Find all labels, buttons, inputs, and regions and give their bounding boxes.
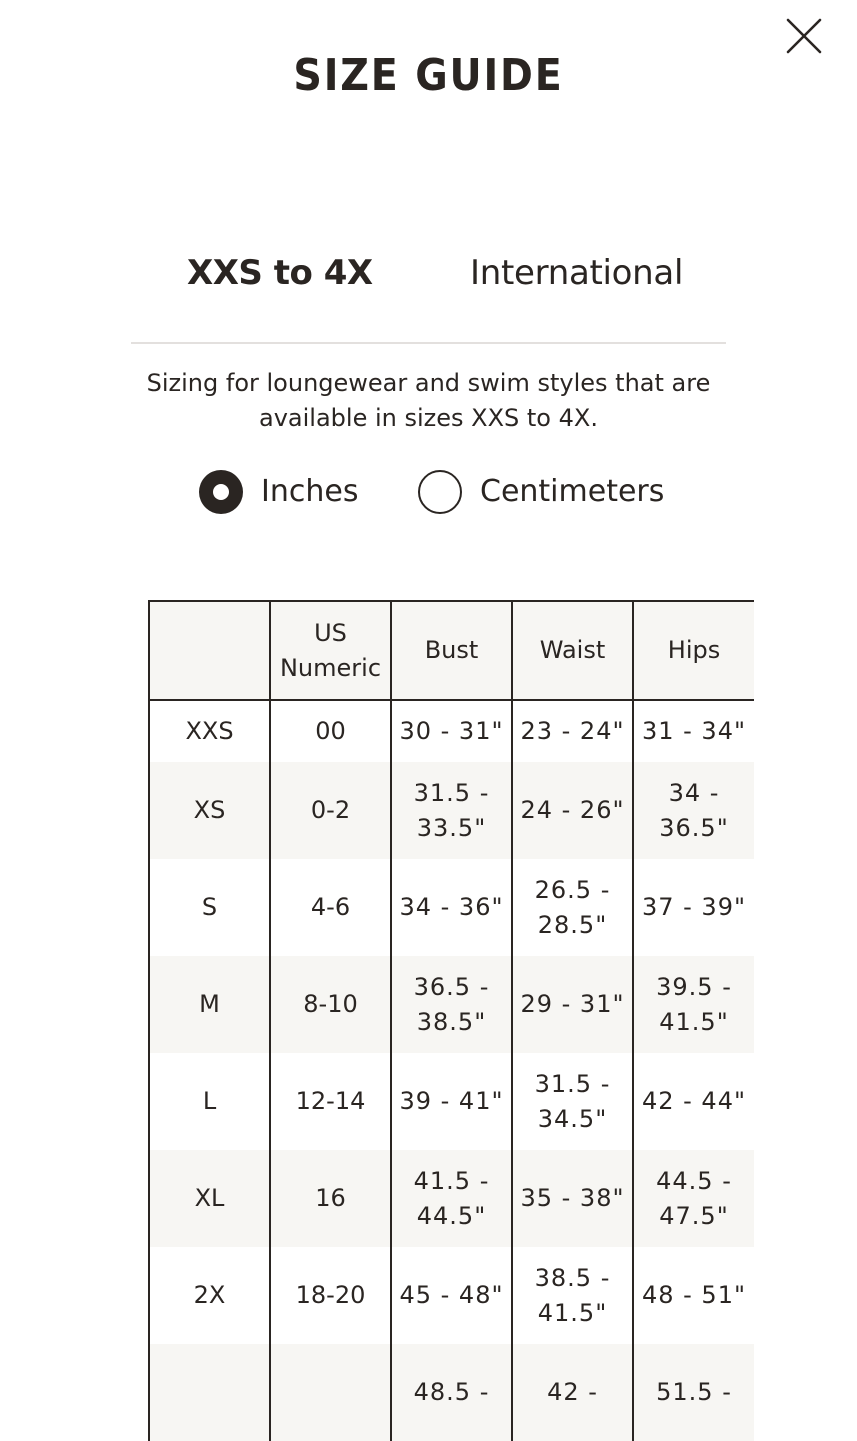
cell-size: M [149, 956, 270, 1053]
unit-label-inches: Inches [261, 474, 359, 509]
cell-us-numeric: 12-14 [270, 1053, 391, 1150]
table-row [149, 1150, 754, 1247]
cell-us-numeric: 4-6 [270, 859, 391, 956]
cell-hips: 34 - 36.5" [633, 762, 754, 859]
cell-waist: 35 - 38" [512, 1150, 633, 1247]
size-table-container [148, 600, 752, 1406]
cell-waist: 38.5 - 41.5" [512, 1247, 633, 1344]
size-guide-description: Sizing for loungewear and swim styles that are available in sizes XXS to 4X. [146, 369, 711, 432]
unit-label-centimeters: Centimeters [480, 474, 665, 509]
cell-us-numeric: 8-10 [270, 956, 391, 1053]
header-us-numeric: US Numeric [270, 601, 391, 700]
cell-size: XL [149, 1150, 270, 1247]
cell-size: XS [149, 762, 270, 859]
cell-waist: 31.5 - 34.5" [512, 1053, 633, 1150]
cell-hips: 51.5 - [633, 1344, 754, 1441]
cell-bust: 45 - 48" [391, 1247, 512, 1344]
cell-hips: 39.5 - 41.5" [633, 956, 754, 1053]
header-waist: Waist [512, 601, 633, 700]
table-row [149, 700, 754, 762]
cell-hips: 31 - 34" [633, 700, 754, 762]
cell-hips: 48 - 51" [633, 1247, 754, 1344]
cell-size: S [149, 859, 270, 956]
radio-unselected-icon[interactable] [418, 470, 462, 514]
page-title: SIZE GUIDE [293, 50, 564, 101]
cell-waist: 29 - 31" [512, 956, 633, 1053]
table-row [149, 1053, 754, 1150]
table-row [149, 1344, 754, 1441]
cell-waist: 24 - 26" [512, 762, 633, 859]
cell-bust: 36.5 - 38.5" [391, 956, 512, 1053]
cell-waist: 42 - [512, 1344, 633, 1441]
cell-bust: 30 - 31" [391, 700, 512, 762]
header-size [149, 601, 270, 700]
cell-size [149, 1344, 270, 1441]
cell-bust: 48.5 - [391, 1344, 512, 1441]
cell-size: 2X [149, 1247, 270, 1344]
size-range-tabs [0, 250, 857, 296]
cell-us-numeric: 00 [270, 700, 391, 762]
size-table [148, 600, 754, 1441]
unit-selector [0, 468, 857, 516]
cell-bust: 31.5 - 33.5" [391, 762, 512, 859]
cell-hips: 37 - 39" [633, 859, 754, 956]
cell-bust: 41.5 - 44.5" [391, 1150, 512, 1247]
tab-xxs-to-4x[interactable]: XXS to 4X [187, 253, 373, 293]
cell-size: XXS [149, 700, 270, 762]
cell-us-numeric: 18-20 [270, 1247, 391, 1344]
table-row [149, 762, 754, 859]
radio-selected-icon[interactable] [199, 470, 243, 514]
cell-size: L [149, 1053, 270, 1150]
cell-us-numeric: 16 [270, 1150, 391, 1247]
table-row [149, 956, 754, 1053]
tabs-divider [131, 342, 726, 344]
tab-international[interactable]: International [470, 253, 684, 293]
cell-bust: 34 - 36" [391, 859, 512, 956]
cell-waist: 26.5 - 28.5" [512, 859, 633, 956]
table-header-row [149, 601, 754, 700]
cell-us-numeric: 0-2 [270, 762, 391, 859]
cell-hips: 42 - 44" [633, 1053, 754, 1150]
header-hips: Hips [633, 601, 754, 700]
cell-us-numeric [270, 1344, 391, 1441]
cell-hips: 44.5 - 47.5" [633, 1150, 754, 1247]
cell-waist: 23 - 24" [512, 700, 633, 762]
cell-bust: 39 - 41" [391, 1053, 512, 1150]
header-bust: Bust [391, 601, 512, 700]
table-row [149, 859, 754, 956]
table-row [149, 1247, 754, 1344]
